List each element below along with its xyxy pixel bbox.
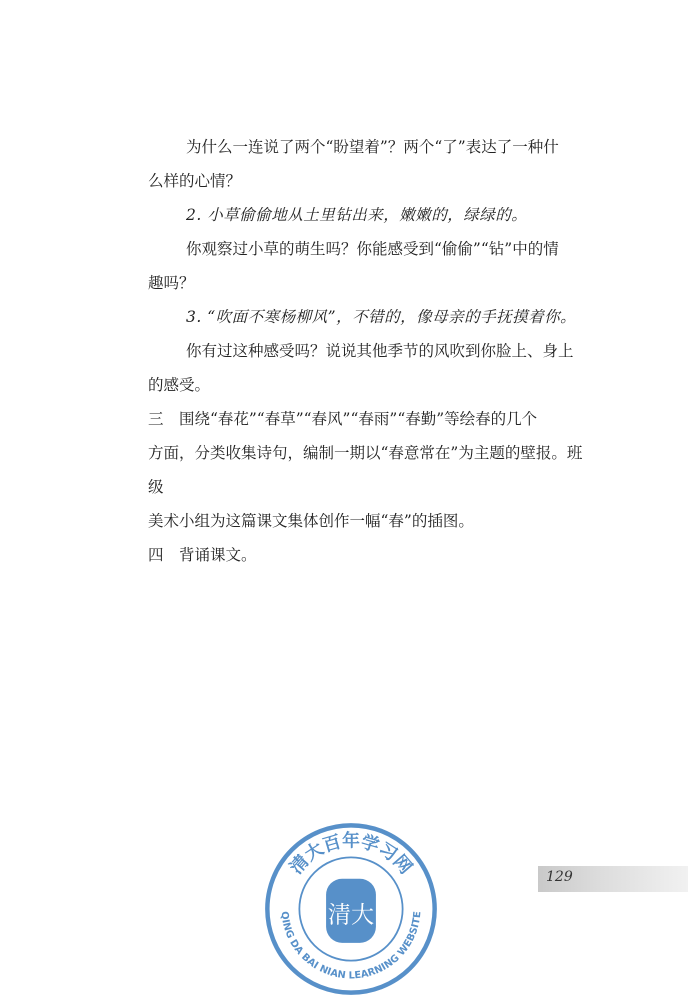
quote-line: 3. “吹面不寒杨柳风”，不错的，像母亲的手抚摸着你。: [186, 308, 577, 326]
watermark-bottom-text: QING DA BAI NIAN LEARNING WEBSITE: [278, 910, 424, 982]
exercise-text: [148, 130, 588, 572]
question-line: 你观察过小草的萌生吗？你能感受到“偷偷”“钻”中的情: [186, 240, 559, 258]
question-line: 趣吗？: [148, 274, 195, 292]
watermark-seal-icon: [262, 820, 440, 998]
watermark-center-text: 清大: [327, 902, 375, 929]
section-three: [148, 402, 588, 436]
page-number: 129: [546, 869, 573, 885]
section-text: 围绕“春花”“春草”“春风”“春雨”“春勤”等绘春的几个: [178, 410, 538, 428]
question-line: 么样的心情？: [148, 172, 242, 190]
section-text: 美术小组为这篇课文集体创作一幅“春”的插图。: [148, 512, 474, 530]
watermark-top-text: 清大百年学习网: [285, 830, 417, 879]
page-number-bar: [538, 866, 688, 892]
section-text: 背诵课文。: [178, 546, 257, 564]
section-number: 三: [148, 410, 164, 428]
quote-line: 2. 小草偷偷地从土里钻出来，嫩嫩的，绿绿的。: [186, 206, 528, 224]
question-line: 你有过这种感受吗？说说其他季节的风吹到你脸上、身上: [186, 342, 574, 360]
section-number: 四: [148, 546, 164, 564]
question-line: 为什么一连说了两个“盼望着”？两个“了”表达了一种什: [186, 138, 559, 156]
question-line: 的感受。: [148, 376, 211, 394]
section-four: [148, 538, 588, 572]
section-text: 方面，分类收集诗句，编制一期以“春意常在”为主题的壁报。班级: [148, 444, 583, 496]
